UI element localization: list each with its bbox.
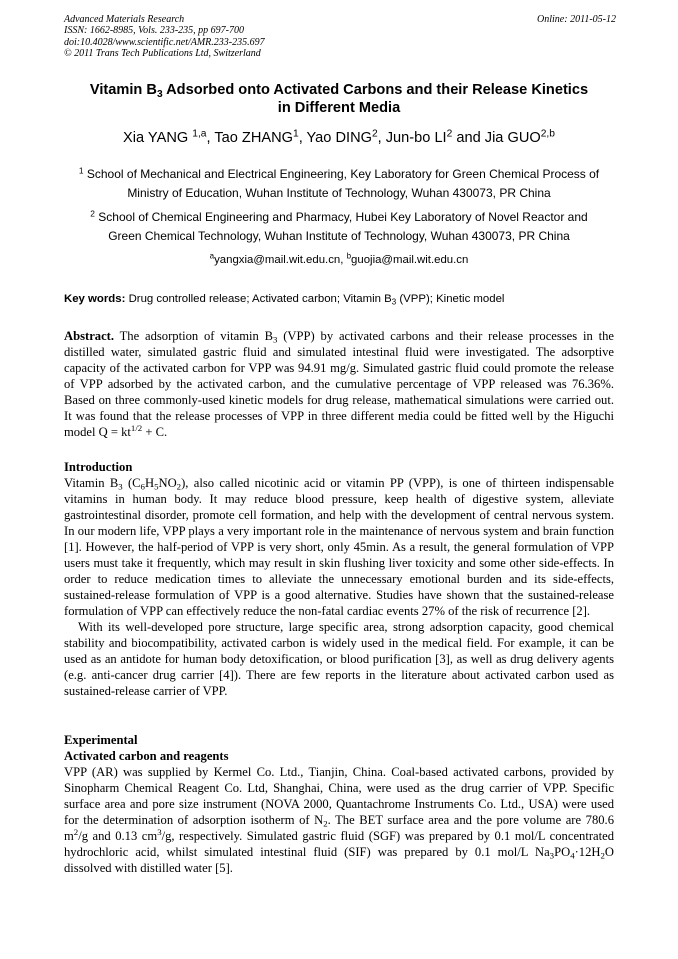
copyright-line: © 2011 Trans Tech Publications Ltd, Switzerland xyxy=(64,48,261,60)
affiliation-2-number: 2 xyxy=(90,208,95,219)
author-3-sup: 2 xyxy=(371,128,378,140)
intro-text5: ), also called nicotinic acid or vitamin PP (VPP), is one of thirteen indispensable vitamins in human body. It may reduce blood pressure, keep health of digestive system, alleviate gastrointestinal disorder, promote cell formation, and help with the development of central nervous system. In our modern life, VPP plays a very important role in the maintenance of nervous system and brain function [1]. However, the half-period of VPP is very short, only 45min. As a result, the general formulation of VPP users must take it frequently, which may result in skin flushing liver toxicity and some other side-effects. In order to reduce medication times to alleviate the unnecessary emotional burden and its side-effects, sustained-release formulation of VPP is a good alternative. Studies have shown that the sustained-release formulation of VPP can effectively reduce the non-fatal cardiac events 27% of the risk of recurrence [2]. xyxy=(64,476,614,618)
abstract-sup1: 1/2 xyxy=(130,423,143,434)
introduction-paragraph-2: With its well-developed pore structure, large specific area, strong adsorption capacity, good chemical stability and biocompatibility, activated carbon is widely used in the medical field. For example, it can be used as an antidote for human body detoxification, or blood purification [3], as well as drug delivery agents (e.g. anti-cancer drug carrier [4]). There are few reports in the literature about activated carbon used as sustained-release carrier of VPP. xyxy=(64,620,614,698)
doi-line: doi:10.4028/www.scientific.net/AMR.233-235.697 xyxy=(64,36,265,48)
email-a-marker: a xyxy=(209,251,215,261)
affiliation-2 xyxy=(56,208,622,246)
affiliation-1-number: 1 xyxy=(78,165,84,176)
abstract-label: Abstract. xyxy=(64,329,115,343)
exp-text4: /g, respectively. Simulated gastric fluid (SGF) was prepared by 0.1 mol/L concentrated hydrochloric acid, whilst simulated intestinal fluid (SIF) was prepared by 0.1 mol/L Na xyxy=(64,829,614,859)
author-2-sup: 1 xyxy=(293,128,299,140)
intro-text3: H xyxy=(144,476,155,490)
abstract-sub1: 3 xyxy=(273,334,278,345)
exp-sub1: 2 xyxy=(323,818,328,829)
abstract-paragraph xyxy=(64,328,614,440)
intro-sub1: 3 xyxy=(118,481,123,492)
author-5: and Jia GUO xyxy=(452,130,541,146)
keywords-subscript: 3 xyxy=(391,297,397,307)
title-part1: Vitamin B xyxy=(89,82,157,98)
affiliation-1-line2: Ministry of Education, Wuhan Institute of Technology, Wuhan 430073, PR China xyxy=(127,186,551,200)
intro-sub4: 2 xyxy=(176,481,182,492)
introduction-section xyxy=(64,459,614,699)
author-4: , Jun-bo LI xyxy=(377,130,447,146)
paper-title xyxy=(50,81,628,117)
journal-name: Advanced Materials Research xyxy=(64,14,185,25)
exp-sub2: 3 xyxy=(549,850,555,861)
exp-text2: . The BET surface area and the pore volume are 780.6 m xyxy=(64,813,614,843)
email-a[interactable]: yangxia@mail.wit.edu.cn, xyxy=(214,254,347,266)
author-5-sup: 2,b xyxy=(540,128,555,140)
keywords-text2: (VPP); Kinetic model xyxy=(396,293,505,305)
abstract-text1: The adsorption of vitamin B xyxy=(114,329,274,343)
exp-text7: O dissolved with distilled water [5]. xyxy=(64,845,614,875)
intro-text2: (C xyxy=(122,476,141,490)
affiliation-1-line1: School of Mechanical and Electrical Engineering, Key Laboratory for Green Chemical Process of xyxy=(83,167,600,181)
online-date: Online: 2011-05-12 xyxy=(537,14,616,25)
author-4-sup: 2 xyxy=(446,128,453,140)
intro-sub2: 6 xyxy=(140,481,145,492)
experimental-section xyxy=(64,732,614,876)
introduction-heading: Introduction xyxy=(64,460,133,474)
abstract-section xyxy=(64,328,614,440)
exp-sup1: 2 xyxy=(73,827,79,838)
author-1-sup: 1,a xyxy=(192,128,207,140)
author-1: Xia YANG xyxy=(123,130,193,146)
intro-sub3: 5 xyxy=(154,481,159,492)
affiliation-2-line1: School of Chemical Engineering and Pharmacy, Hubei Key Laboratory of Novel Reactor and xyxy=(94,210,588,224)
issn-line: ISSN: 1662-8985, Vols. 233-235, pp 697-700 xyxy=(64,25,244,37)
experimental-heading: Experimental xyxy=(64,733,138,747)
exp-text5: PO xyxy=(554,845,571,859)
introduction-paragraph-1 xyxy=(64,475,614,619)
exp-text6: ·12H xyxy=(574,845,601,859)
title-subscript: 3 xyxy=(156,89,163,101)
email-b-marker: b xyxy=(346,251,352,261)
experimental-subheading: Activated carbon and reagents xyxy=(64,749,229,763)
author-list xyxy=(40,129,638,147)
exp-text1: VPP (AR) was supplied by Kermel Co. Ltd., Tianjin, China. Coal-based activated carbons, provided by Sinopharm Chemical Reagent Co. Ltd, Shanghai, China, were used as the drug carrier of VPP. Specific surface area and pore size instrument (NOVA 2000, Quantachrome Instruments Co. Ltd., USA) were used for the determination of adsorption isotherm of N xyxy=(64,765,614,827)
abstract-text2: (VPP) by activated carbons and their release processes in the distilled water, simulated gastric fluid and simulated intestinal fluid were investigated. The adsorptive capacity of the activated carbon for VPP was 94.91 mg/g. Simulated gastric fluid could promote the release of VPP adsorbed by the activated carbon, and the cumulative percentage of VPP released was 76.36%. Based on three commonly-used kinetic models for drug release, mathematical simulations were carried out. It was found that the release processes of VPP in three different media could be fitted well by the Higuchi model Q = kt xyxy=(64,329,614,439)
affiliation-1 xyxy=(56,165,622,203)
email-line xyxy=(56,252,622,268)
exp-sub4: 2 xyxy=(600,850,605,861)
keywords xyxy=(64,291,624,307)
exp-sub3: 4 xyxy=(570,850,575,861)
title-line2: in Different Media xyxy=(277,100,401,116)
author-3: , Yao DING xyxy=(298,130,372,146)
affiliation-2-line2: Green Chemical Technology, Wuhan Institute of Technology, Wuhan 430073, PR China xyxy=(108,229,570,243)
author-2: , Tao ZHANG xyxy=(206,130,293,146)
email-b[interactable]: guojia@mail.wit.edu.cn xyxy=(351,254,469,266)
intro-text4: NO xyxy=(158,476,177,490)
title-part2: Adsorbed onto Activated Carbons and their Release Kinetics xyxy=(162,82,589,98)
intro-text1: Vitamin B xyxy=(64,476,119,490)
abstract-text3: + C. xyxy=(142,425,168,439)
keywords-text1: Drug controlled release; Activated carbon; Vitamin B xyxy=(125,293,392,305)
experimental-paragraph xyxy=(64,764,614,876)
keywords-label: Key words: xyxy=(64,293,126,305)
journal-header xyxy=(64,14,616,60)
exp-text3: /g and 0.13 cm xyxy=(78,829,158,843)
exp-sup2: 3 xyxy=(157,827,162,838)
